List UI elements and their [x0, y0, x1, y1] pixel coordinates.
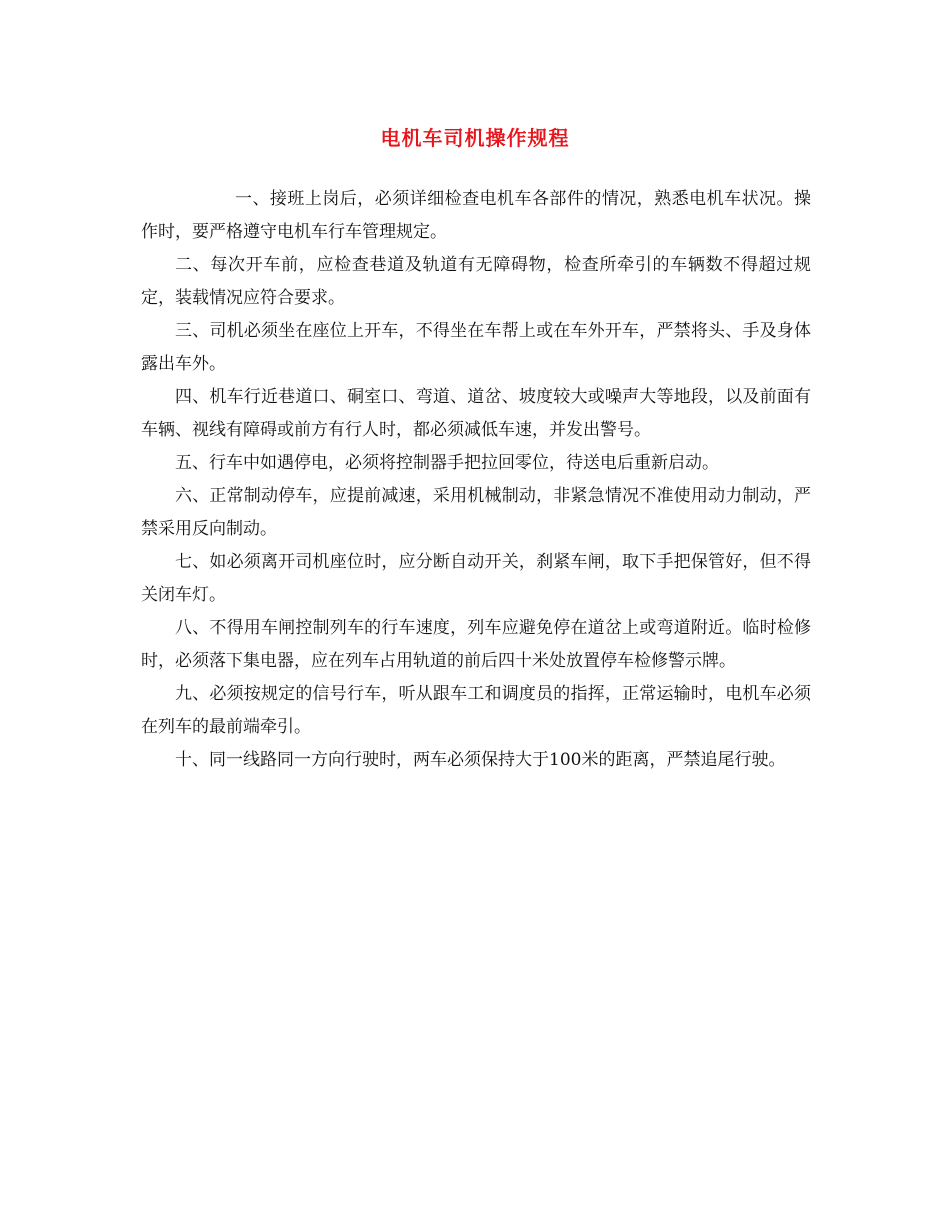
- paragraph-8: 八、不得用车闸控制列车的行车速度，列车应避免停在道岔上或弯道附近。临时检修时，必须落下集电器，应在列车占用轨道的前后四十米处放置停车检修警示牌。: [141, 618, 811, 671]
- document-body: [141, 183, 811, 777]
- paragraph-3: 三、司机必须坐在座位上开车，不得坐在车帮上或在车外开车，严禁将头、手及身体露出车外。: [141, 321, 811, 374]
- document-title: 电机车司机操作规程: [380, 126, 570, 150]
- paragraph-5: 五、行车中如遇停电，必须将控制器手把拉回零位，待送电后重新启动。: [175, 453, 719, 473]
- paragraph-9: 九、必须按规定的信号行车，听从跟车工和调度员的指挥，正常运输时，电机车必须在列车的最前端牵引。: [141, 684, 811, 737]
- paragraph-6: 六、正常制动停车，应提前减速，采用机械制动，非紧急情况不准使用动力制动，严禁采用反向制动。: [141, 486, 811, 539]
- paragraph-2: 二、每次开车前，应检查巷道及轨道有无障碍物，检查所牵引的车辆数不得超过规定，装载情况应符合要求。: [141, 255, 811, 308]
- paragraph-4: 四、机车行近巷道口、硐室口、弯道、道岔、坡度较大或噪声大等地段，以及前面有车辆、视线有障碍或前方有行人时，都必须减低车速，并发出警号。: [141, 387, 811, 440]
- paragraph-1: 一、接班上岗后，必须详细检查电机车各部件的情况，熟悉电机车状况。操作时，要严格遵守电机车行车管理规定。: [141, 189, 811, 242]
- paragraph-10: 十、同一线路同一方向行驶时，两车必须保持大于100米的距离，严禁追尾行驶。: [175, 750, 786, 770]
- paragraph-7: 七、如必须离开司机座位时，应分断自动开关，刹紧车闸，取下手把保管好，但不得关闭车灯。: [141, 552, 811, 605]
